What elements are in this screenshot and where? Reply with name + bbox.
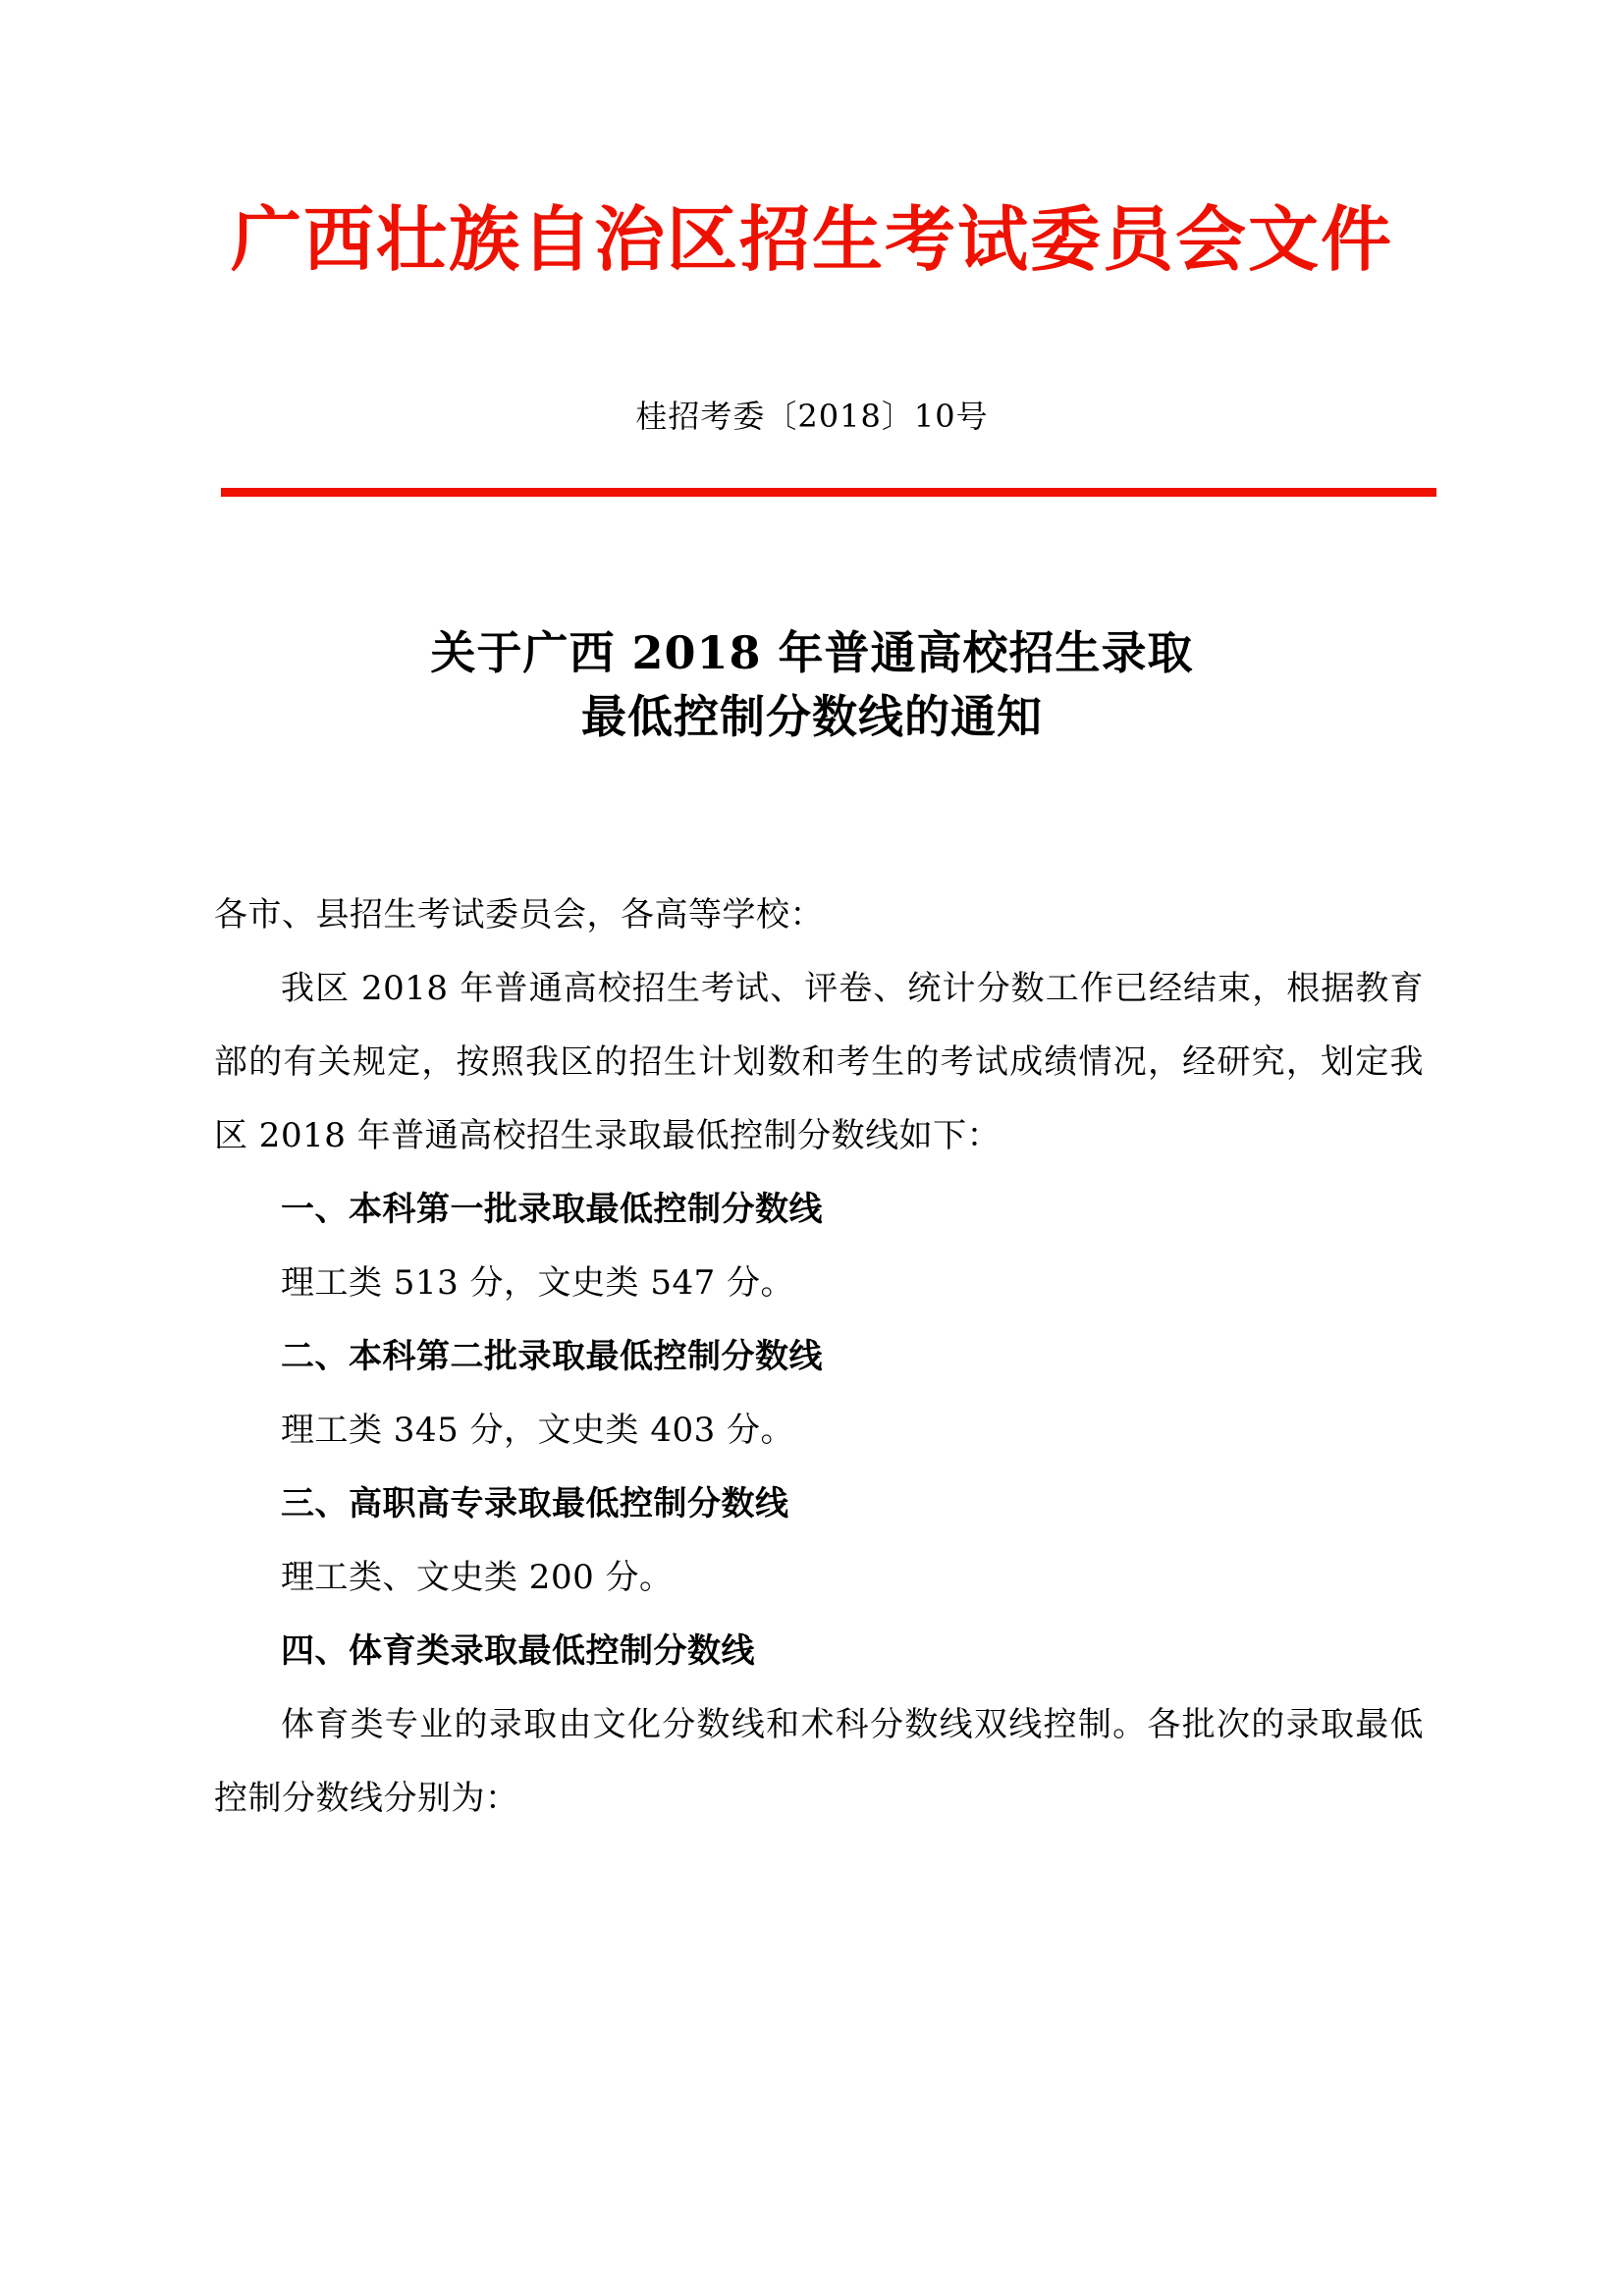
masthead [0, 197, 1624, 281]
section-content-3: 理工类、文史类 200 分。 [281, 1558, 674, 1597]
section-heading-4: 四、体育类录取最低控制分数线 [281, 1631, 755, 1671]
section-content-1: 理工类 513 分，文史类 547 分。 [281, 1263, 795, 1303]
closing-paragraph: 体育类专业的录取由文化分数线和术科分数线双线控制。各批次的录取最低控制分数线分别为： [214, 1705, 1424, 1818]
notice-title-line-1: 关于广西 2018 年普通高校招生录取 [430, 626, 1194, 679]
section-heading-1: 一、本科第一批录取最低控制分数线 [281, 1190, 823, 1229]
salutation: 各市、县招生考试委员会，各高等学校： [214, 895, 824, 934]
opening-paragraph: 我区 2018 年普通高校招生考试、评卷、统计分数工作已经结束，根据教育部的有关规定，按照我区的招生计划数和考生的考试成绩情况，经研究，划定我区 2018 年普通高校招生录取最低控制分数线如下： [214, 969, 1424, 1155]
document-body [214, 879, 1424, 1836]
doc-number-row [0, 398, 1624, 435]
section-content-2: 理工类 345 分，文史类 403 分。 [281, 1411, 795, 1450]
section-heading-2: 二、本科第二批录取最低控制分数线 [281, 1337, 823, 1376]
notice-title [0, 621, 1624, 750]
document-number: 桂招考委〔2018〕10号 [635, 398, 989, 435]
notice-title-line-2: 最低控制分数线的通知 [581, 690, 1043, 744]
red-separator-rule [221, 488, 1436, 497]
section-heading-3: 三、高职高专录取最低控制分数线 [281, 1484, 789, 1523]
masthead-title: 广西壮族自治区招生考试委员会文件 [230, 197, 1393, 281]
